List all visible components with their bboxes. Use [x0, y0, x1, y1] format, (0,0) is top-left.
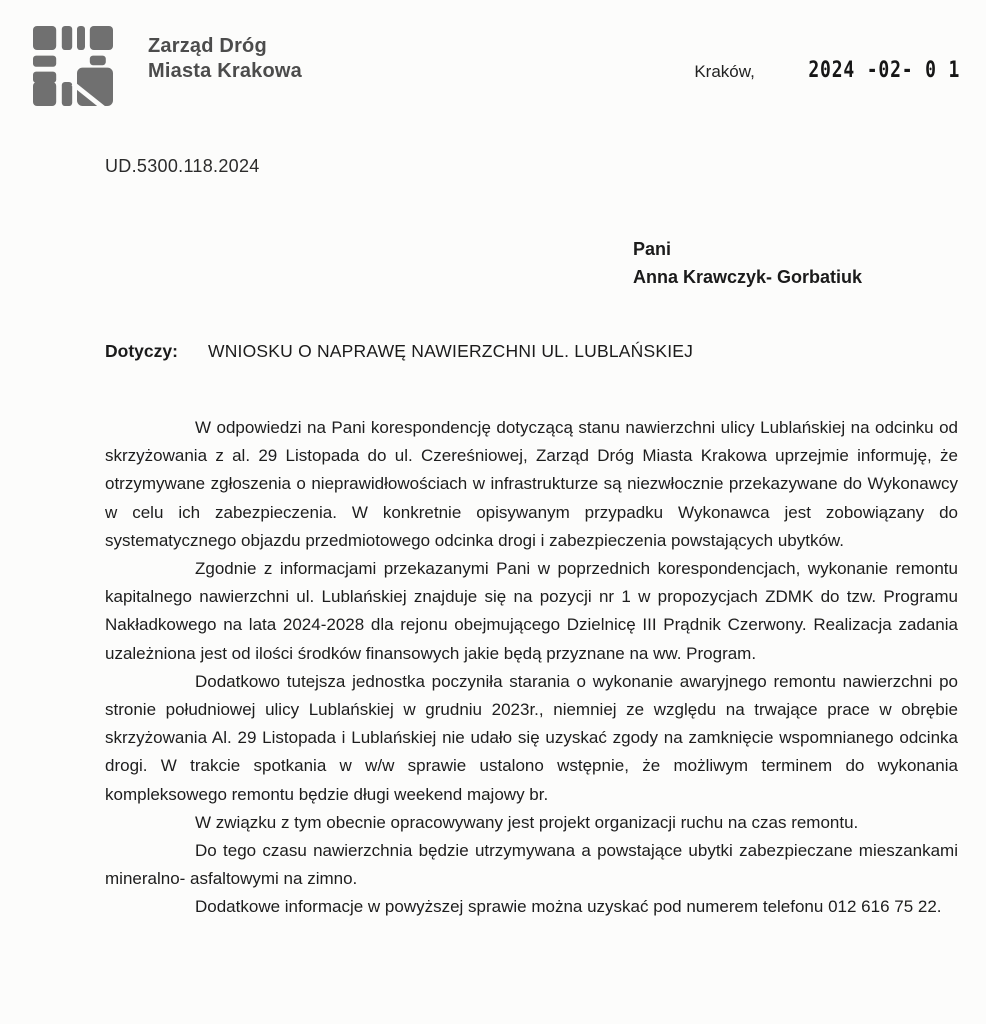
- body-paragraph: Do tego czasu nawierzchnia będzie utrzymywana a powstające ubytki zabezpieczane mieszankami mineralno- asfaltowymi na zimno.: [105, 841, 958, 889]
- recipient-name: Anna Krawczyk- Gorbatiuk: [633, 267, 863, 287]
- recipient-salutation: Pani: [633, 239, 672, 259]
- place-label: Kraków,: [694, 62, 755, 81]
- organization-name: [148, 34, 302, 84]
- body-paragraph: Zgodnie z informacjami przekazanymi Pani w poprzednich korespondencjach, wykonanie remontu kapitalnego nawierzchni ul. Lublańskiej znajduje się na pozycji nr 1 w propozycjach ZDMK do tzw. Programu Nakładkowego na lata 2024-2028 dla rejonu obejmującego Dzielnicę III Prądnik Czerwony. Realizacja zadania uzależniona jest od ilości środków finansowych jakie będą przyznane na ww. Program.: [105, 559, 958, 663]
- body-paragraph: Dodatkowe informacje w powyższej sprawie można uzyskać pod numerem telefonu 012 616 75 22.: [195, 897, 942, 917]
- subject-line: [105, 341, 956, 362]
- recipient-block: [633, 235, 986, 291]
- body-paragraph: W związku z tym obecnie opracowywany jest projekt organizacji ruchu na czas remontu.: [195, 812, 859, 832]
- organization-name-line2: Miasta Krakowa: [148, 60, 302, 82]
- place-and-date: [694, 58, 960, 83]
- subject-text: WNIOSKU O NAPRAWĘ NAWIERZCHNI UL. LUBLAŃSKIEJ: [208, 341, 694, 361]
- letterhead: [0, 0, 986, 112]
- letter-body: [105, 414, 958, 922]
- date-stamp: 2024 -02- 0 1: [808, 58, 960, 83]
- body-paragraph: W odpowiedzi na Pani korespondencję dotyczącą stanu nawierzchni ulicy Lublańskiej na odcinku od skrzyżowania z al. 29 Listopada do ul. Czereśniowej, Zarząd Dróg Miasta Krakowa uprzejmie informuję, że otrzymywane zgłoszenia o nieprawidłowościach w infrastrukturze są niezwłocznie przekazywane do Wykonawcy w celu ich zabezpieczenia. W konkretnie opisywanym przypadku Wykonawca jest zobowiązany do systematycznego objazdu przedmiotowego odcinka drogi i zabezpieczenia powstających ubytków.: [105, 418, 958, 550]
- subject-label: Dotyczy:: [105, 341, 178, 361]
- organization-name-line1: Zarząd Dróg: [148, 35, 267, 57]
- reference-number: UD.5300.118.2024: [105, 156, 260, 176]
- zdmk-mosaic-logo-icon: [30, 26, 116, 106]
- body-paragraph: Dodatkowo tutejsza jednostka poczyniła starania o wykonanie awaryjnego remontu nawierzchni po stronie południowej ulicy Lublańskiej w grudniu 2023r., niemniej ze względu na trwające prace w obrębie skrzyżowania Al. 29 Listopada i Lublańskiej nie udało się uzyskać zgody na zamknięcie wspomnianego odcinka drogi. W trakcie spotkania w w/w sprawie ustalono wstępnie, że możliwym terminem do wykonania kompleksowego remontu będzie długi weekend majowy br.: [105, 671, 958, 804]
